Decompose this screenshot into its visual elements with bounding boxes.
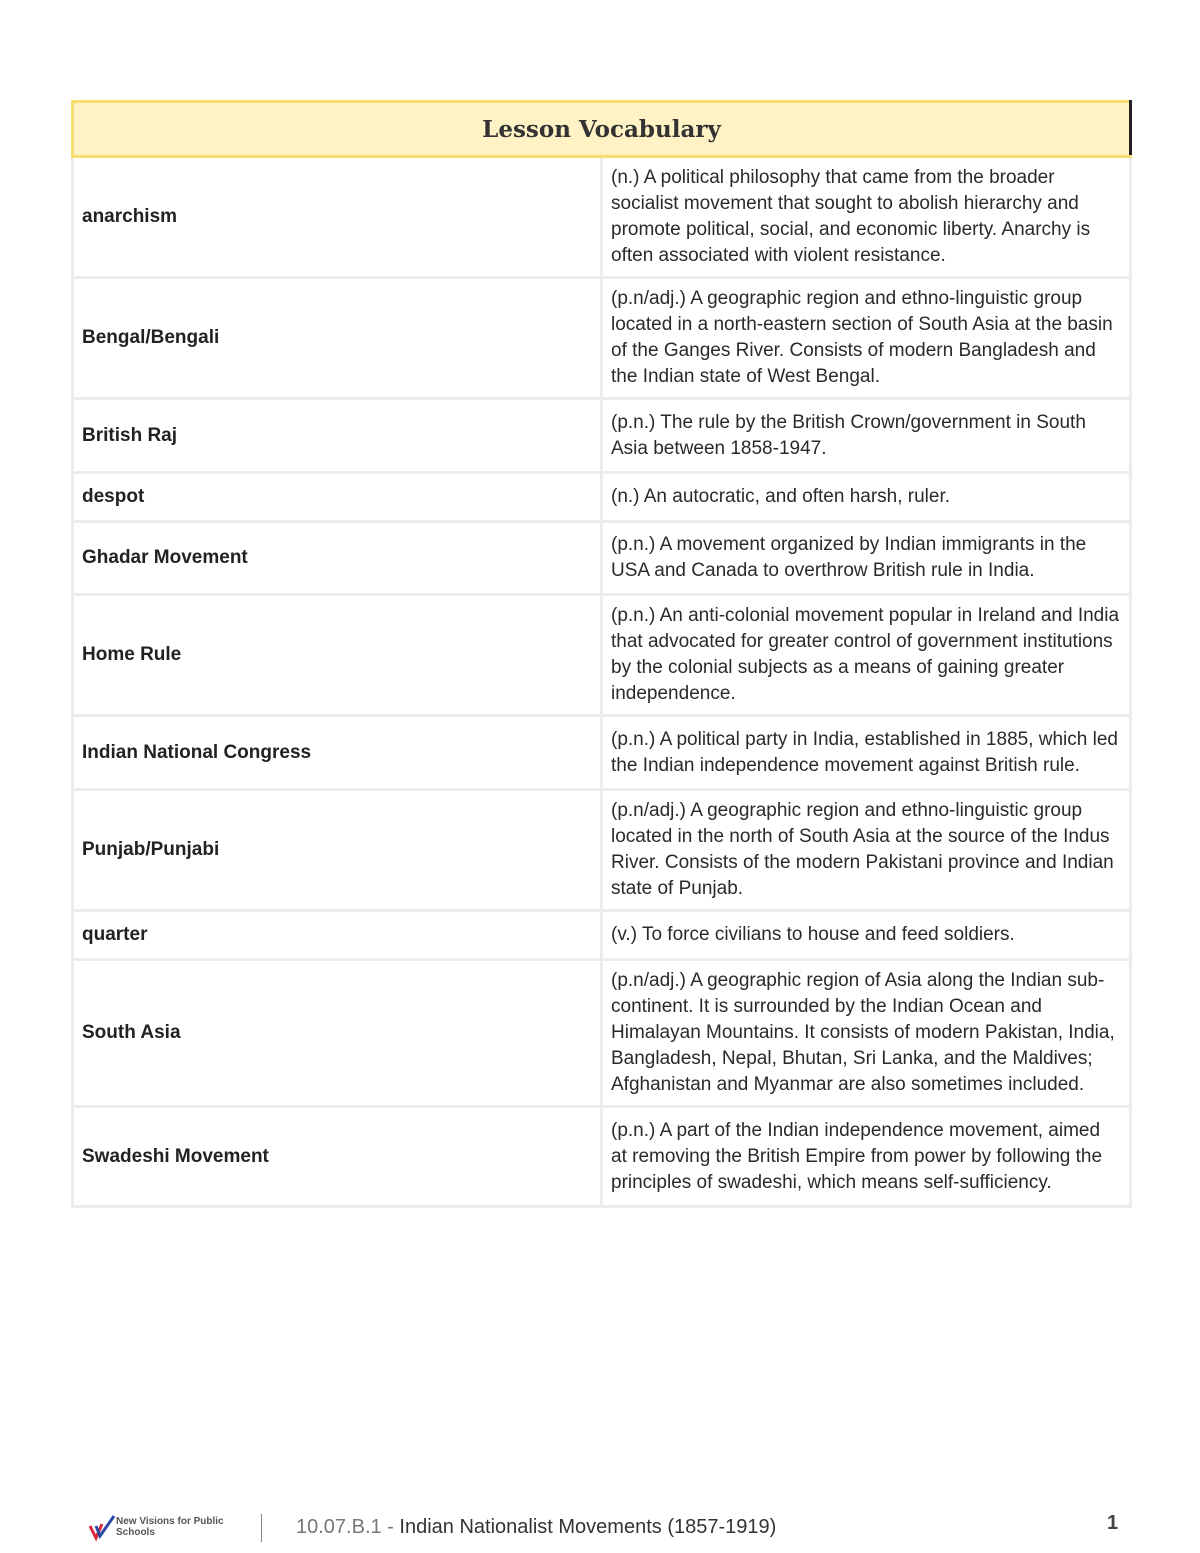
vocab-term: quarter (73, 911, 602, 960)
table-row (73, 960, 1131, 1107)
logo-wordmark: New Visions for Public Schools (116, 1516, 224, 1538)
vocabulary-table (71, 100, 1132, 1208)
vocab-term: anarchism (73, 157, 602, 278)
vocab-term: South Asia (73, 960, 602, 1107)
vocab-definition: (p.n/adj.) A geographic region and ethno-linguistic group located in a north-eastern section of South Asia at the basin of the Ganges River. Consists of modern Bangladesh and the Indian state of West Bengal. (602, 278, 1131, 399)
vocab-term: Ghadar Movement (73, 522, 602, 595)
table-row (73, 790, 1131, 911)
footer-divider (261, 1514, 262, 1542)
vocab-definition: (p.n.) A movement organized by Indian immigrants in the USA and Canada to overthrow British rule in India. (602, 522, 1131, 595)
table-row (73, 1107, 1131, 1207)
table-row (73, 157, 1131, 278)
vocab-definition: (v.) To force civilians to house and feed soldiers. (602, 911, 1131, 960)
table-heading: Lesson Vocabulary (73, 102, 1131, 157)
table-row (73, 911, 1131, 960)
table-row (73, 522, 1131, 595)
table-row (73, 473, 1131, 522)
vocab-term: Indian National Congress (73, 716, 602, 790)
vocab-term: Swadeshi Movement (73, 1107, 602, 1207)
new-visions-logo (88, 1514, 228, 1542)
vocab-definition: (p.n/adj.) A geographic region of Asia along the Indian sub-continent. It is surrounded by the Indian Ocean and Himalayan Mountains. It consists of modern Pakistan, India, Bangladesh, Nepal, Bhutan, Sri Lanka, and the Maldives; Afghanistan and Myanmar are also sometimes included. (602, 960, 1131, 1107)
vocab-term: Punjab/Punjabi (73, 790, 602, 911)
page-footer (0, 1508, 1200, 1548)
vocab-term: Bengal/Bengali (73, 278, 602, 399)
table-row (73, 716, 1131, 790)
vocab-definition: (n.) An autocratic, and often harsh, ruler. (602, 473, 1131, 522)
page-number: 1 (1107, 1512, 1119, 1534)
vocab-term: Home Rule (73, 595, 602, 716)
vocab-term: despot (73, 473, 602, 522)
lesson-code: 10.07.B.1 - (296, 1516, 400, 1538)
vocab-definition: (p.n.) A part of the Indian independence movement, aimed at removing the British Empire from power by following the principles of swadeshi, which means self-sufficiency. (602, 1107, 1131, 1207)
table-row (73, 278, 1131, 399)
vocab-definition: (n.) A political philosophy that came from the broader socialist movement that sought to abolish hierarchy and promote political, social, and economic liberty. Anarchy is often associated with violent resistance. (602, 157, 1131, 278)
vocab-definition: (p.n/adj.) A geographic region and ethno-linguistic group located in the north of South Asia at the source of the Indus River. Consists of the modern Pakistani province and Indian state of Punjab. (602, 790, 1131, 911)
vocab-definition: (p.n.) The rule by the British Crown/government in South Asia between 1858-1947. (602, 399, 1131, 473)
vocab-definition: (p.n.) An anti-colonial movement popular in Ireland and India that advocated for greater control of government institutions by the colonial subjects as a means of gaining greater independence. (602, 595, 1131, 716)
vocab-definition: (p.n.) A political party in India, established in 1885, which led the Indian independence movement against British rule. (602, 716, 1131, 790)
footer-lesson-title (296, 1516, 776, 1539)
table-row (73, 595, 1131, 716)
lesson-name: Indian Nationalist Movements (1857-1919) (399, 1516, 777, 1538)
checkmark-logo-icon (88, 1514, 116, 1542)
table-row (73, 399, 1131, 473)
vocab-term: British Raj (73, 399, 602, 473)
